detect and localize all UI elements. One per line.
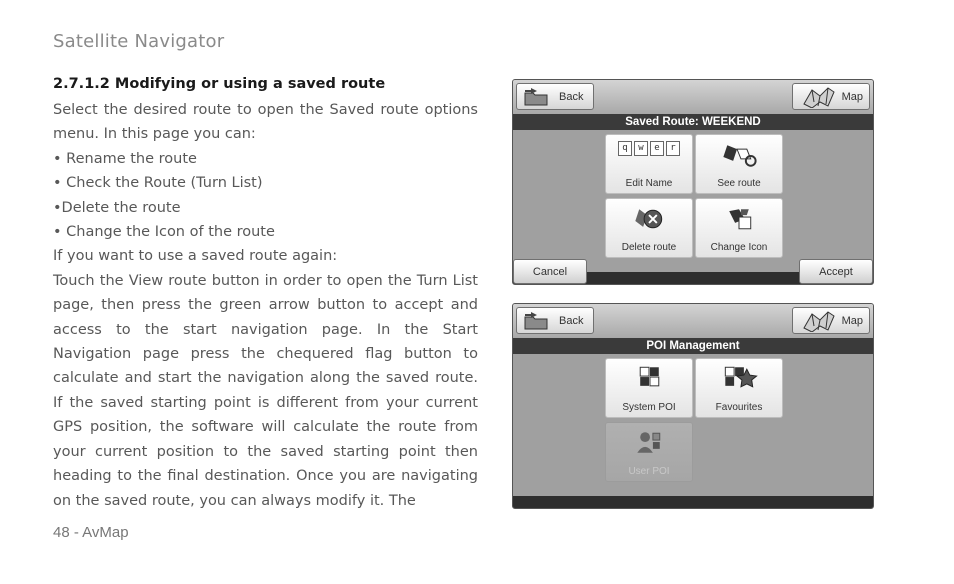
page-footer: 48 - AvMap	[53, 524, 129, 541]
bullet-change-icon: • Change the Icon of the route	[53, 224, 275, 241]
section-title: 2.7.1.2 Modifying or using a saved route	[53, 76, 386, 92]
folder-arrow-icon	[523, 311, 553, 331]
back-button[interactable]	[516, 83, 594, 110]
screen-title: POI Management	[513, 338, 873, 354]
edit-name-tile[interactable]	[605, 134, 693, 194]
folder-arrow-icon	[523, 87, 553, 107]
user-poi-tile[interactable]	[605, 422, 693, 482]
back-button[interactable]	[516, 307, 594, 334]
bullet-check-route: • Check the Route (Turn List)	[53, 175, 263, 192]
top-bar	[513, 304, 873, 338]
page-header: Satellite Navigator	[53, 31, 225, 52]
change-icon-label: Change Icon	[710, 242, 768, 253]
map-button[interactable]	[792, 83, 870, 110]
accept-button[interactable]: Accept	[799, 259, 873, 284]
back-label: Back	[559, 90, 584, 103]
map-button[interactable]	[792, 307, 870, 334]
body-text	[53, 98, 478, 513]
cancel-button[interactable]: Cancel	[513, 259, 587, 284]
saved-route-screenshot	[512, 79, 874, 285]
poi-management-screenshot	[512, 303, 874, 509]
see-route-icon	[696, 141, 782, 169]
edit-name-label: Edit Name	[625, 178, 673, 189]
favourites-icon	[696, 365, 782, 393]
map-icon	[802, 86, 836, 108]
delete-route-label: Delete route	[621, 242, 677, 253]
reuse-heading: If you want to use a saved route again:	[53, 248, 338, 265]
see-route-tile[interactable]	[695, 134, 783, 194]
delete-route-tile[interactable]	[605, 198, 693, 258]
top-bar	[513, 80, 873, 114]
map-label: Map	[841, 90, 863, 103]
change-icon-tile[interactable]	[695, 198, 783, 258]
favourites-label: Favourites	[715, 402, 763, 413]
system-poi-icon	[606, 365, 692, 393]
keyboard-icon: q w e r	[606, 141, 692, 169]
user-poi-label: User POI	[628, 466, 670, 477]
map-icon	[802, 310, 836, 332]
bullet-rename: • Rename the route	[53, 150, 197, 167]
see-route-label: See route	[717, 178, 761, 189]
favourites-tile[interactable]	[695, 358, 783, 418]
user-poi-icon	[606, 429, 692, 457]
map-label: Map	[841, 314, 863, 327]
system-poi-tile[interactable]	[605, 358, 693, 418]
bullet-delete: •Delete the route	[53, 199, 181, 216]
instructions-paragraph: Touch the View route button in order to open the Turn List page, then press the green arrow button to accept and access to the start navigation page. In the Start Navigation page press the chequered flag button to calculate and start the navigation along the saved route. If the saved starting point is different from your current GPS position, the software will calculate the route from your current position to the saved starting point then heading to the final destination. Once you are navigating on the saved route, you can always modify it. The	[53, 272, 478, 509]
intro-paragraph: Select the desired route to open the Saved route options menu. In this page you can:	[53, 102, 478, 143]
back-label: Back	[559, 314, 584, 327]
bottom-bar	[513, 496, 873, 508]
change-icon-icon	[696, 205, 782, 233]
screen-title: Saved Route: WEEKEND	[513, 114, 873, 130]
system-poi-label: System POI	[622, 402, 676, 413]
delete-icon	[606, 205, 692, 233]
